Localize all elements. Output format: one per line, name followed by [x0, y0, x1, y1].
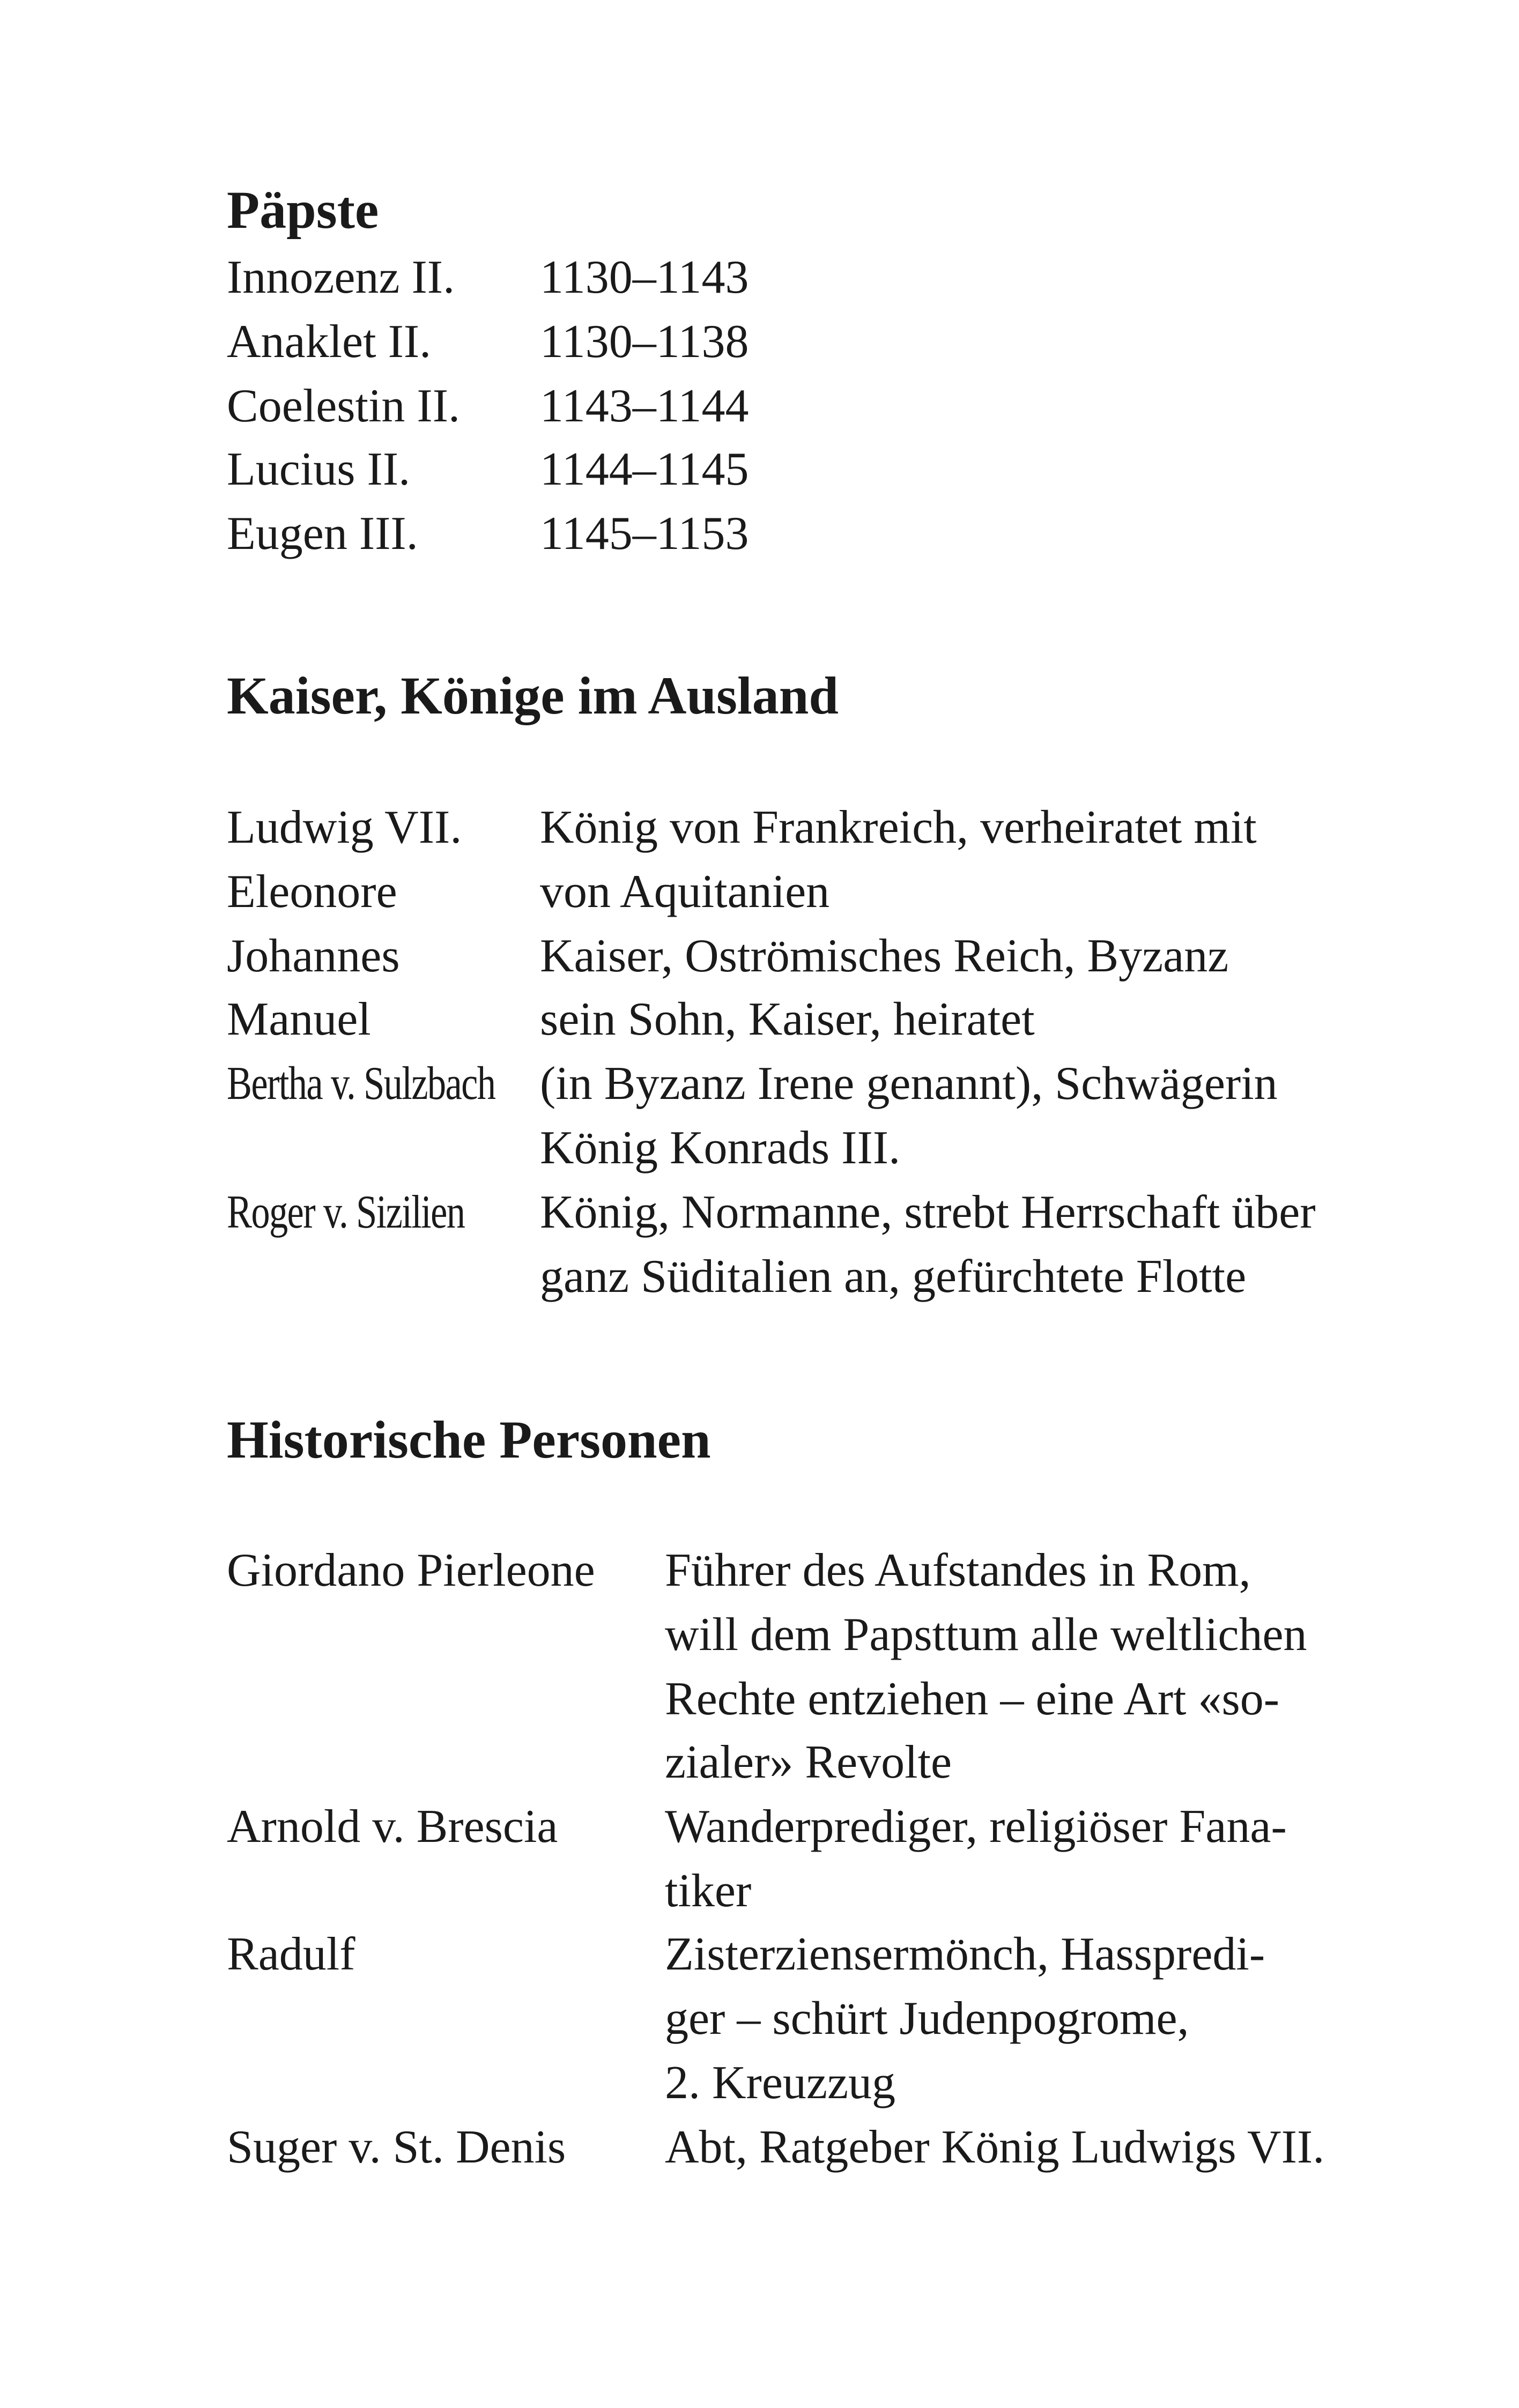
pope-name: Lucius II. — [227, 443, 411, 495]
ruler-description: König, Normanne, strebt Herrschaft über — [540, 1186, 1316, 1238]
ruler-name: Johannes — [227, 930, 400, 982]
person-description: Führer des Aufstandes in Rom, — [665, 1544, 1251, 1596]
person-description: Zisterziensermönch, Hasspredi- — [665, 1928, 1265, 1980]
ruler-name — [227, 1186, 524, 1238]
person-description: zialer» Revolte — [665, 1736, 952, 1788]
person-description: 2. Kreuzzug — [665, 2057, 896, 2109]
ruler-name-text: Bertha v. Sulzbach — [227, 1058, 495, 1110]
ruler-description: König von Frankreich, verheiratet mit — [540, 801, 1257, 853]
person-description: Wanderprediger, religiöser Fana- — [665, 1801, 1287, 1853]
pope-years: 1130–1138 — [540, 316, 749, 368]
person-description: will dem Papsttum alle weltlichen — [665, 1609, 1307, 1661]
ruler-name: Eleonore — [227, 866, 397, 918]
pope-years: 1130–1143 — [540, 251, 749, 303]
ruler-name: Ludwig VII. — [227, 801, 462, 853]
ruler-name-text: Roger v. Sizilien — [227, 1186, 465, 1238]
ruler-description: ganz Süditalien an, gefürchtete Flotte — [540, 1251, 1247, 1303]
section-heading-popes: Päpste — [227, 180, 379, 240]
ruler-name — [227, 1060, 562, 1108]
person-name: Giordano Pierleone — [227, 1544, 595, 1596]
ruler-description: (in Byzanz Irene genannt), Schwägerin — [540, 1058, 1278, 1110]
section-heading-persons: Historische Personen — [227, 1410, 711, 1469]
person-name: Radulf — [227, 1928, 355, 1980]
person-description: tiker — [665, 1865, 752, 1917]
pope-name: Coelestin II. — [227, 380, 461, 432]
pope-years: 1145–1153 — [540, 508, 749, 560]
person-description: ger – schürt Judenpogrome, — [665, 1993, 1189, 2045]
pope-name: Eugen III. — [227, 508, 418, 560]
ruler-description: Kaiser, Oströmisches Reich, Byzanz — [540, 930, 1229, 982]
ruler-description: von Aquitanien — [540, 866, 830, 918]
pope-years: 1144–1145 — [540, 443, 749, 495]
person-description: Abt, Ratgeber König Ludwigs VII. — [665, 2121, 1325, 2173]
pope-name: Innozenz II. — [227, 251, 455, 303]
pope-years: 1143–1144 — [540, 380, 749, 432]
section-heading-rulers: Kaiser, Könige im Ausland — [227, 666, 839, 725]
pope-name: Anaklet II. — [227, 316, 432, 368]
ruler-description: sein Sohn, Kaiser, heiratet — [540, 993, 1035, 1045]
person-name: Suger v. St. Denis — [227, 2121, 566, 2173]
person-description: Rechte entziehen – eine Art «so- — [665, 1673, 1280, 1725]
person-name: Arnold v. Brescia — [227, 1801, 558, 1853]
ruler-description: König Konrads III. — [540, 1122, 901, 1174]
ruler-name: Manuel — [227, 993, 371, 1045]
